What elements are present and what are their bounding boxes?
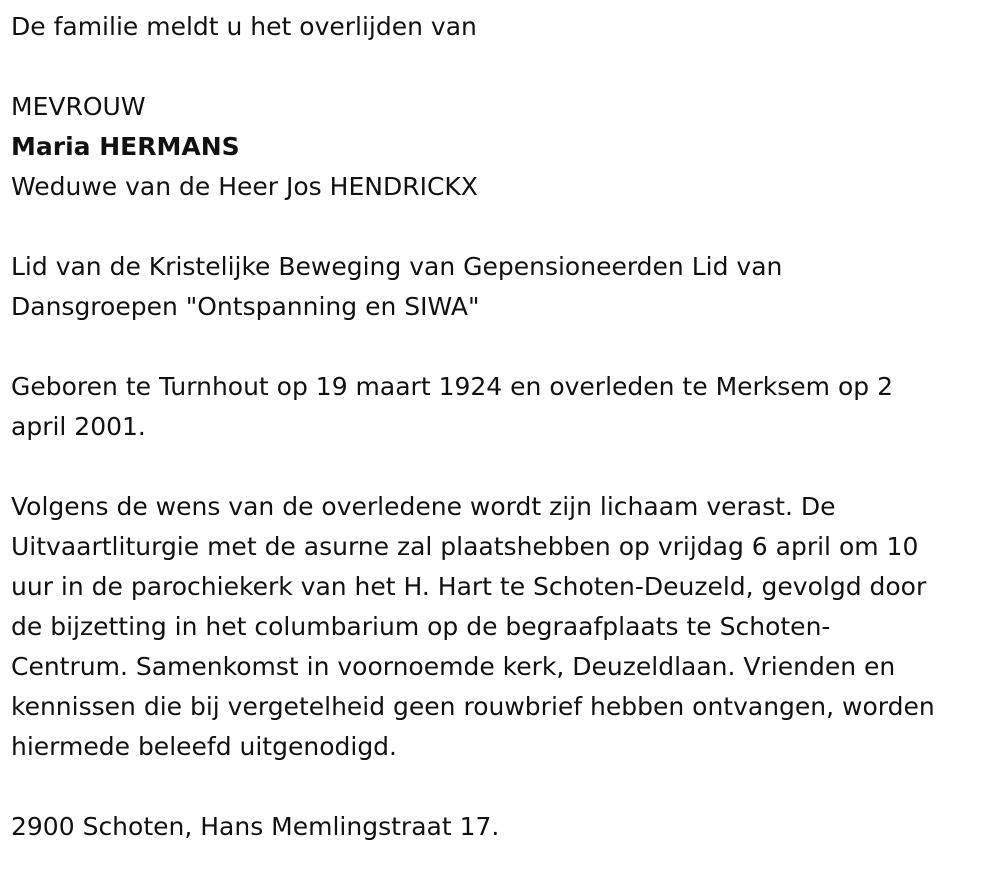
membership-line: Dansgroepen "Ontspanning en SIWA"	[11, 292, 480, 321]
spacer	[11, 767, 1000, 807]
address-line: 2900 Schoten, Hans Memlingstraat 17.	[11, 812, 500, 841]
intro-text: De familie meldt u het overlijden van	[11, 12, 477, 41]
spacer	[11, 207, 1000, 247]
birth-death-line: april 2001.	[11, 412, 146, 441]
funeral-paragraph	[11, 487, 1000, 767]
funeral-line: kennissen die bij vergetelheid geen rouwbrief hebben ontvangen, worden	[11, 692, 935, 721]
birth-death-paragraph	[11, 367, 1000, 447]
spacer	[11, 327, 1000, 367]
funeral-line: uur in de parochiekerk van het H. Hart te Schoten-Deuzeld, gevolgd door	[11, 572, 927, 601]
birth-death-line: Geboren te Turnhout op 19 maart 1924 en overleden te Merksem op 2	[11, 372, 893, 401]
membership-paragraph	[11, 247, 1000, 327]
salutation: MEVROUW	[11, 92, 146, 121]
funeral-line: Centrum. Samenkomst in voornoemde kerk, Deuzeldlaan. Vrienden en	[11, 652, 896, 681]
deceased-name: Maria HERMANS	[11, 132, 240, 161]
spouse-line: Weduwe van de Heer Jos HENDRICKX	[11, 172, 478, 201]
funeral-line: Uitvaartliturgie met de asurne zal plaatshebben op vrijdag 6 april om 10	[11, 532, 919, 561]
spacer	[11, 447, 1000, 487]
funeral-line: hiermede beleefd uitgenodigd.	[11, 732, 397, 761]
funeral-line: de bijzetting in het columbarium op de begraafplaats te Schoten-	[11, 612, 831, 641]
funeral-line: Volgens de wens van de overledene wordt zijn lichaam verast. De	[11, 492, 836, 521]
spacer	[11, 47, 1000, 87]
membership-line: Lid van de Kristelijke Beweging van Gepensioneerden Lid van	[11, 252, 783, 281]
